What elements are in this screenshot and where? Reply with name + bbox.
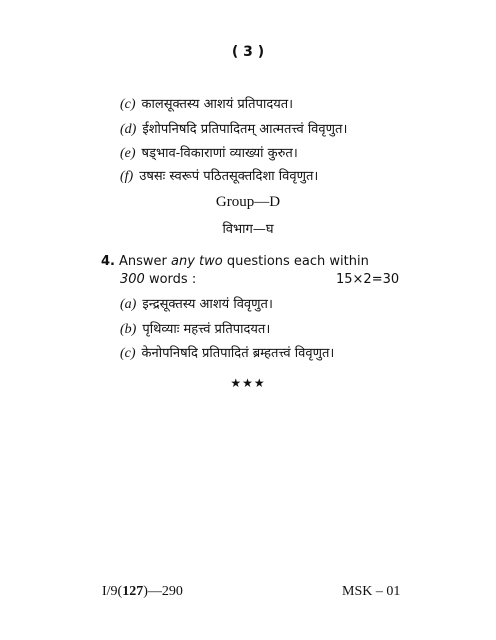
footer-code-part: I/9( <box>102 584 123 599</box>
item-label: (f) <box>120 169 134 184</box>
paper-code: MSK – 01 <box>342 584 401 599</box>
group-subtitle: विभाग—घ <box>222 222 274 237</box>
instruction-text: Answer <box>118 254 171 269</box>
footer-code-bold: 127 <box>122 584 144 599</box>
group-title: Group—D <box>215 194 281 210</box>
question-4-instruction-cont <box>120 272 196 287</box>
list-item <box>120 294 273 313</box>
footer-code <box>102 584 183 600</box>
word-limit: 300 <box>120 272 145 287</box>
page-number: ( 3 ) <box>231 44 265 60</box>
item-label: (e) <box>120 146 136 161</box>
item-text: उषसः स्वरूपं पठितसूक्तदिशा विवृणुत। <box>139 169 319 184</box>
instruction-text: words : <box>144 272 197 287</box>
item-text: पृथिव्याः महत्त्वं प्रतिपादयत। <box>142 322 271 337</box>
end-marker: ★★★ <box>230 376 266 390</box>
question-4-instruction <box>101 254 369 269</box>
list-item <box>120 119 347 138</box>
item-text: कालसूक्तस्य आशयं प्रतिपादयत। <box>141 97 294 112</box>
marks: 15×2=30 <box>336 272 400 287</box>
item-text: इन्द्रसूक्तस्य आशयं विवृणुत। <box>142 297 273 312</box>
list-item <box>120 343 334 362</box>
item-label: (a) <box>120 297 137 312</box>
item-label: (d) <box>120 122 137 137</box>
list-item <box>120 143 298 162</box>
question-number: 4. <box>101 254 115 269</box>
instruction-emphasis: any two <box>171 254 223 269</box>
instruction-text: questions each within <box>222 254 369 269</box>
item-text: केनोपनिषदि प्रतिपादितं ब्रम्हतत्त्वं विवृणुत। <box>141 346 335 361</box>
item-label: (b) <box>120 322 137 337</box>
item-text: षड्भाव-विकाराणां व्याख्यां कुरुत। <box>141 146 298 161</box>
footer-code-part: )—290 <box>143 584 183 599</box>
item-text: ईशोपनिषदि प्रतिपादितम् आत्मतत्त्वं विवृणुत। <box>142 122 348 137</box>
list-item <box>120 319 270 338</box>
list-item <box>120 94 293 113</box>
list-item <box>120 166 318 185</box>
item-label: (c) <box>120 97 136 112</box>
item-label: (c) <box>120 346 136 361</box>
